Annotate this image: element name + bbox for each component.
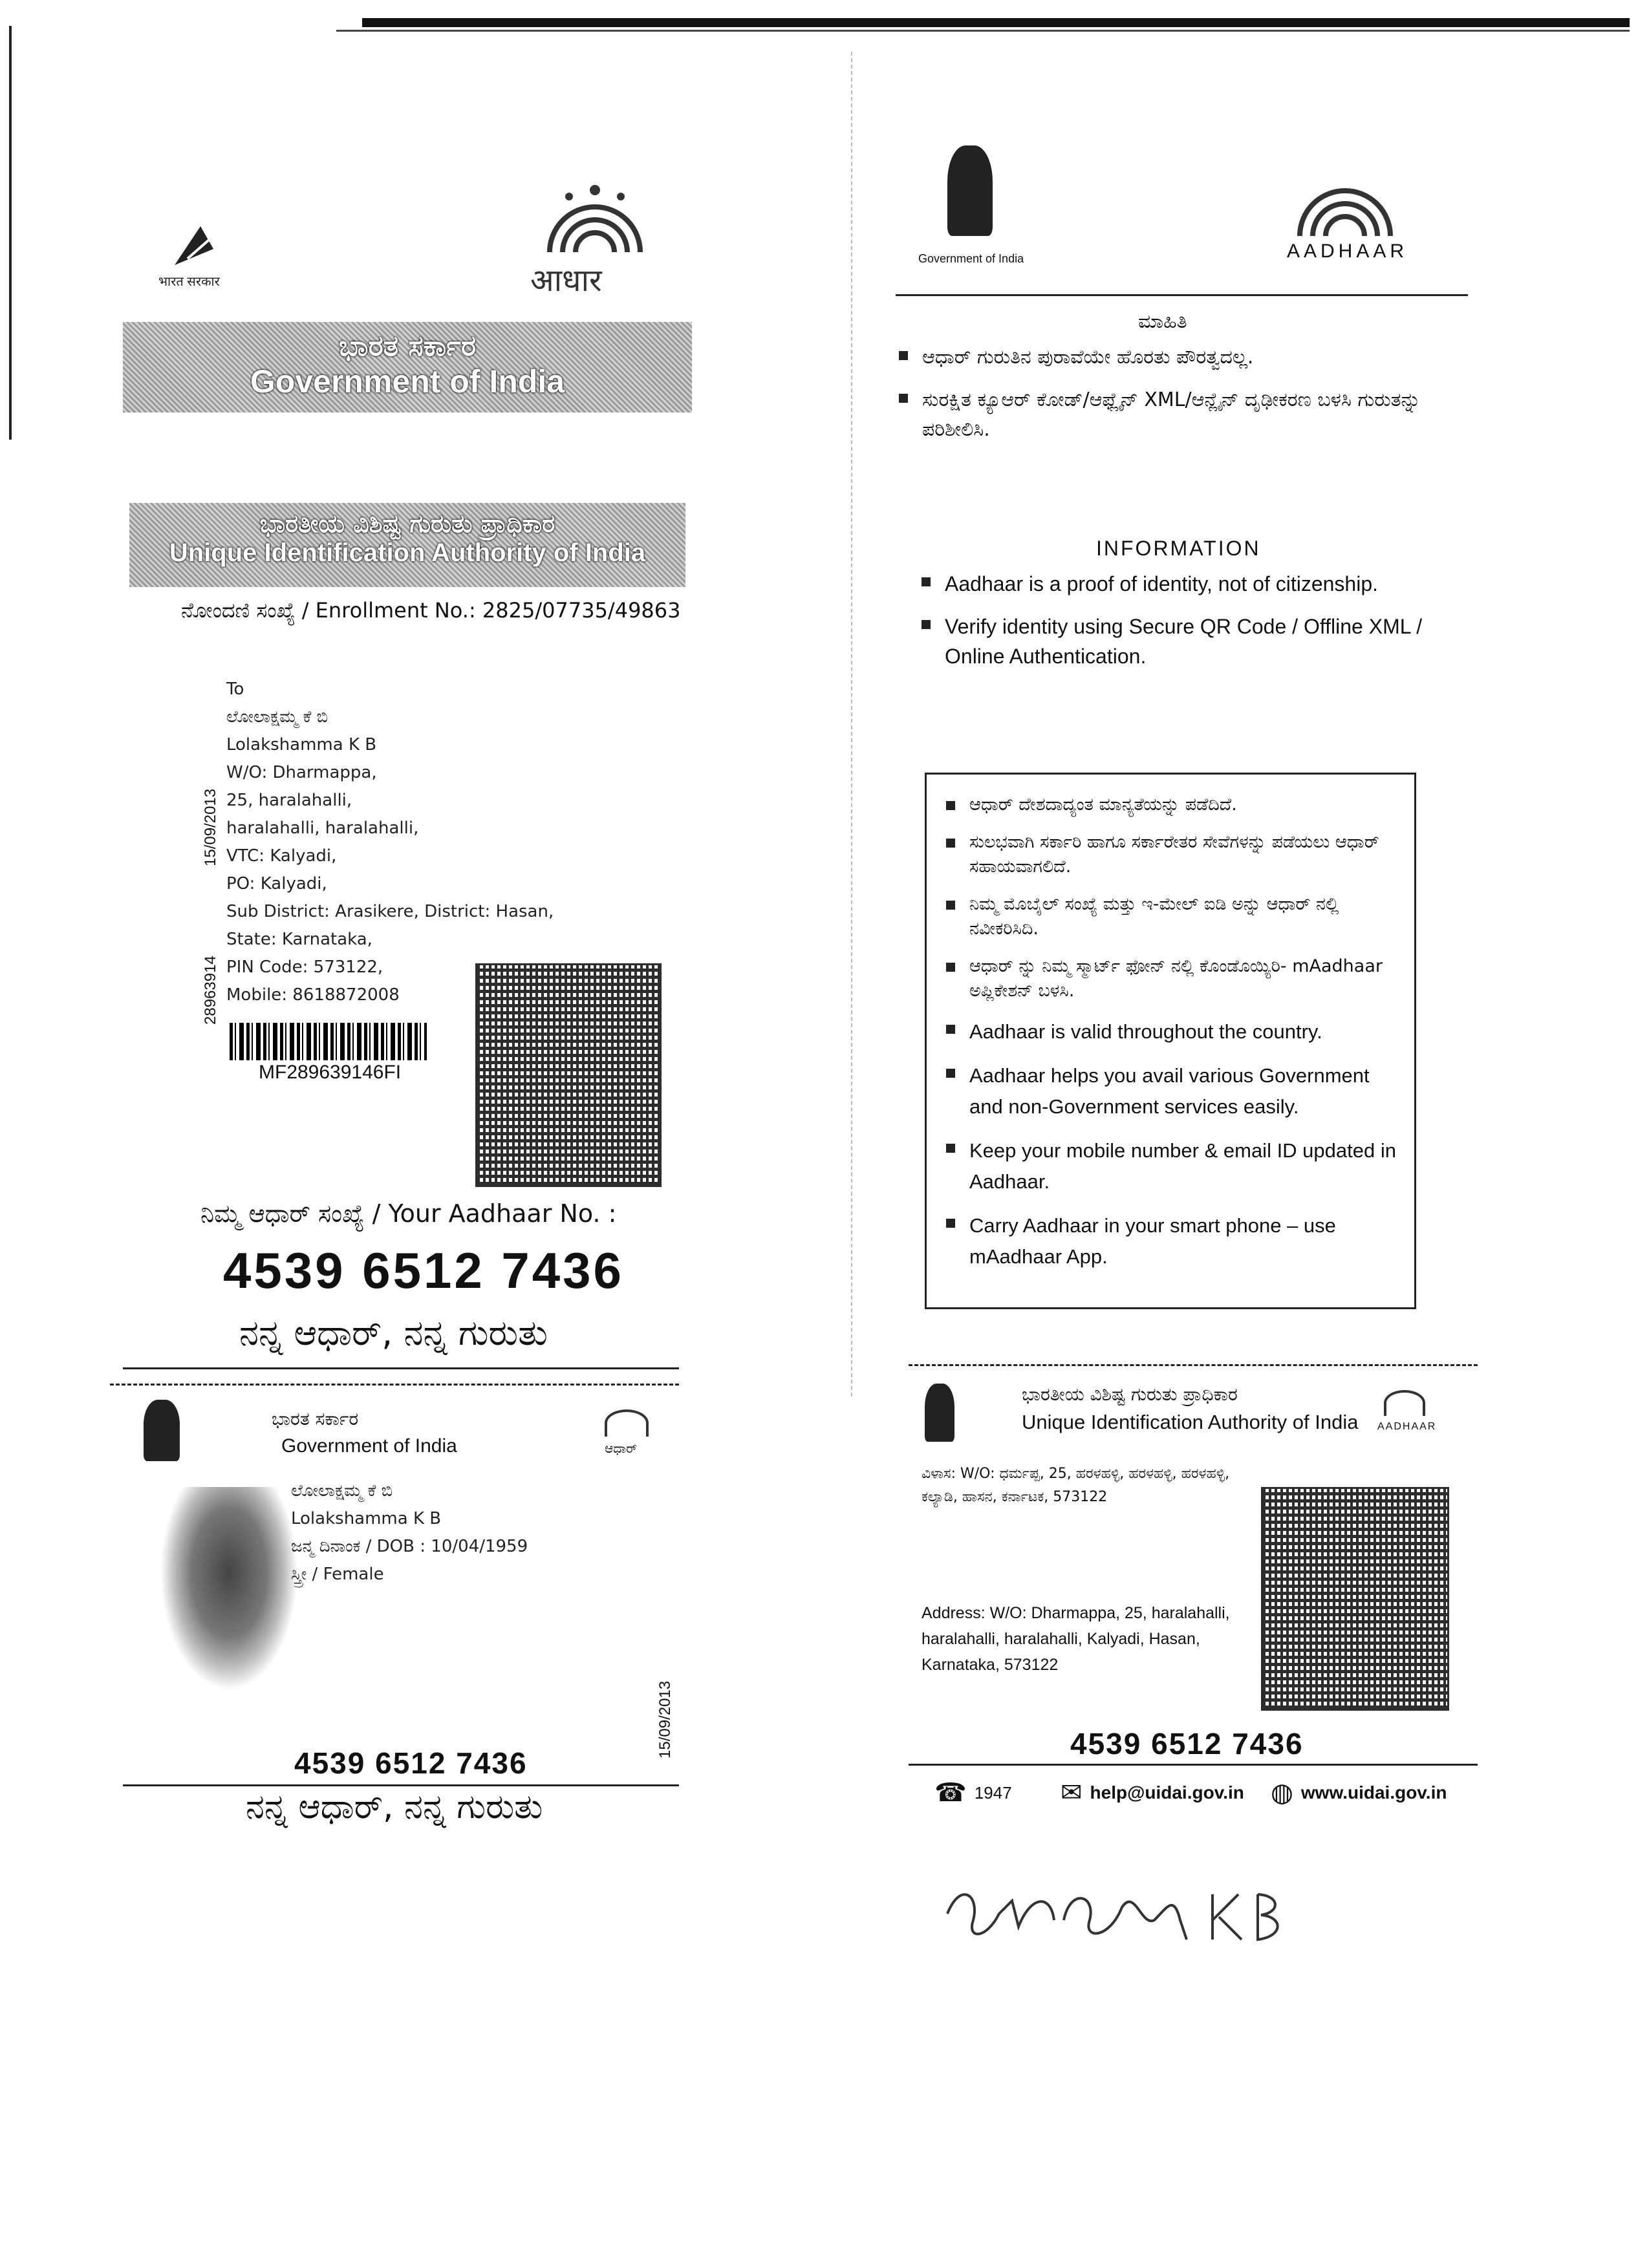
address-line: To xyxy=(226,679,244,699)
card-side-date: 15/09/2013 xyxy=(656,1680,674,1759)
box-item: Carry Aadhaar in your smart phone – use mAadhaar App. xyxy=(946,1210,1401,1272)
box-item: Keep your mobile number & email ID updated in Aadhaar. xyxy=(946,1135,1401,1197)
aadhaar-thumb-logo-icon xyxy=(1287,165,1403,242)
info-kn-item: ಸುರಕ್ಷಿತ ಕ್ಯೂಆರ್ ಕೋಡ್/ಆಫ್ಲೈನ್ XML/ಆನ್ಲೈನ್ ದೃಢೀಕರಣ ಬಳಸಿ ಗುರುತನ್ನು ಪರಿಶೀಲಿಸಿ. xyxy=(899,385,1468,445)
uidai-kn: ಭಾರತೀಯ ವಿಶಿಷ್ಟ ಗುರುತು ಪ್ರಾಧಿಕಾರ xyxy=(1022,1384,1238,1405)
info-kn-item: ಆಧಾರ್ ಗುರುತಿನ ಪುರಾವೆಯೇ ಹೊರತು ಪೌರತ್ವದಲ್ಲ. xyxy=(899,343,1468,372)
gov-banner-en: Government of India xyxy=(250,363,565,400)
national-emblem-icon xyxy=(947,145,993,236)
bullet-icon xyxy=(899,394,908,403)
bullet-icon xyxy=(899,351,908,360)
cut-line xyxy=(909,1364,1478,1366)
card-gender: ಸ್ತ್ರೀ / Female xyxy=(291,1565,384,1584)
address-line: Sub District: Arasikere, District: Hasan, xyxy=(226,902,554,921)
side-number: 28963914 xyxy=(202,956,219,1025)
address-line: Mobile: 8618872008 xyxy=(226,985,400,1005)
aadhaar-hindi-logo: आधार xyxy=(530,264,602,298)
address-line: State: Karnataka, xyxy=(226,930,372,949)
bullet-icon xyxy=(946,1069,955,1078)
card-aadhaar-number: 4539 6512 7436 xyxy=(294,1746,528,1780)
header-rule xyxy=(896,294,1468,296)
bullet-icon xyxy=(946,1025,955,1034)
govt-logo-text: भारत सरकार xyxy=(158,275,220,289)
info-en-list xyxy=(921,569,1452,684)
card-name-en: Lolakshamma K B xyxy=(291,1509,442,1528)
box-item: ಆಧಾರ್ ನ್ನು ನಿಮ್ಮ ಸ್ಮಾರ್ಟ್ ಫೋನ್ ನಲ್ಲಿ ಕೊಂಡೊಯ್ಯಿರಿ- mAadhaar ಅಪ್ಲಿಕೇಶನ್ ಬಳಸಿ. xyxy=(946,954,1401,1003)
bullet-icon xyxy=(946,901,955,910)
info-en-item: Verify identity using Secure QR Code / Offline XML / Online Authentication. xyxy=(921,612,1452,671)
contact-website: ◍ www.uidai.gov.in xyxy=(1271,1779,1447,1807)
uidai-banner xyxy=(129,503,685,587)
address-line: PO: Kalyadi, xyxy=(226,874,327,893)
gov-banner-kn: ಭಾರತ ಸರ್ಕಾರ xyxy=(338,330,477,363)
gov-banner xyxy=(123,322,692,412)
bullet-icon xyxy=(921,620,931,629)
slogan: ನನ್ನ ಆಧಾರ್, ನನ್ನ ಗುರುತು xyxy=(239,1312,548,1353)
address-line: ಲೋಲಾಕ್ಷಮ್ಮ ಕೆ ಬಿ xyxy=(226,707,329,727)
card-dob: ಜನ್ಮ ದಿನಾಂಕ / DOB : 10/04/1959 xyxy=(291,1537,528,1556)
uidai-en: Unique Identification Authority of India xyxy=(1022,1411,1359,1433)
bullet-icon xyxy=(946,1144,955,1153)
info-kn-title: ಮಾಹಿತಿ xyxy=(1138,310,1187,333)
card-gov-en: Government of India xyxy=(281,1435,457,1457)
uidai-banner-kn: ಭಾರತೀಯ ವಿಶಿಷ್ಟ ಗುರುತು ಪ್ರಾಧಿಕಾರ xyxy=(259,509,555,538)
box-item: ಸುಲಭವಾಗಿ ಸರ್ಕಾರಿ ಹಾಗೂ ಸರ್ಕಾರೇತರ ಸೇವೆಗಳನ್ನು ಪಡೆಯಲು ಆಧಾರ್ ಸಹಾಯವಾಗಲಿದೆ. xyxy=(946,830,1401,879)
handwritten-signature xyxy=(941,1868,1303,1952)
card-name-kn: ಲೋಲಾಕ್ಷಮ್ಮ ಕೆ ಬಿ xyxy=(291,1481,393,1501)
mail-icon: ✉ xyxy=(1061,1779,1083,1807)
address-line: PIN Code: 573122, xyxy=(226,957,383,977)
your-aadhaar-label: ನಿಮ್ಮ ಆಧಾರ್ ಸಂಖ್ಯೆ / Your Aadhaar No. : xyxy=(200,1199,617,1228)
card-divider xyxy=(123,1784,679,1786)
card-slogan: ನನ್ನ ಆಧಾರ್, ನನ್ನ ಗುರುತು xyxy=(246,1788,543,1826)
card-divider xyxy=(909,1764,1478,1766)
gov-caption: Government of India xyxy=(918,252,1024,265)
globe-icon: ◍ xyxy=(1271,1779,1293,1807)
card-details xyxy=(291,1477,528,1589)
address-line: W/O: Dharmappa, xyxy=(226,763,377,782)
qr-code-right xyxy=(1261,1487,1449,1711)
card-gov-kn: ಭಾರತ ಸರ್ಕಾರ xyxy=(272,1408,359,1429)
phone-icon: ☎ xyxy=(934,1779,967,1807)
bullet-icon xyxy=(946,839,955,848)
address-line: VTC: Kalyadi, xyxy=(226,846,337,866)
info-en-title: INFORMATION xyxy=(1096,537,1261,560)
bullet-icon xyxy=(946,963,955,972)
address-en: Address: W/O: Dharmappa, 25, haralahalli, haralahalli, haralahalli, Kalyadi, Hasan, Karnataka, 573122 xyxy=(921,1604,1230,1674)
qr-code-left xyxy=(475,963,662,1187)
info-en-item: Aadhaar is a proof of identity, not of citizenship. xyxy=(921,569,1452,599)
aadhaar-thumb-logo-icon xyxy=(1384,1390,1425,1416)
barcode xyxy=(230,1023,427,1060)
box-item: ಆಧಾರ್ ದೇಶದಾದ್ಯಂತ ಮಾನ್ಯತೆಯನ್ನು ಪಡೆದಿದೆ. xyxy=(946,793,1401,817)
govt-logo-icon xyxy=(162,223,226,275)
contact-phone: ☎ 1947 xyxy=(934,1779,1012,1807)
box-item: ನಿಮ್ಮ ಮೊಬೈಲ್ ಸಂಖ್ಯೆ ಮತ್ತು ಇ-ಮೇಲ್ ಐಡಿ ಅನ್ನು ಆಧಾರ್ ನಲ್ಲಿ ನವೀಕರಿಸಿದಿ. xyxy=(946,892,1401,941)
aadhaar-logo-text: AADHAAR xyxy=(1287,241,1408,262)
enrollment-number: ನೋಂದಣಿ ಸಂಖ್ಯೆ / Enrollment No.: 2825/07735/49863 xyxy=(181,598,681,623)
bullet-icon xyxy=(946,801,955,810)
contact-email: ✉ help@uidai.gov.in xyxy=(1061,1779,1244,1807)
address-line: 25, haralahalli, xyxy=(226,791,352,810)
scan-top-bar xyxy=(362,18,1630,27)
bullet-icon xyxy=(921,577,931,586)
divider xyxy=(123,1367,679,1369)
address-block xyxy=(226,676,627,1009)
uidai-banner-en: Unique Identification Authority of India xyxy=(169,539,646,567)
national-emblem-icon xyxy=(925,1384,954,1442)
card-logo-text: ಆಧಾರ್ xyxy=(605,1440,638,1456)
holder-photo xyxy=(146,1487,297,1700)
aadhaar-number-large: 4539 6512 7436 xyxy=(223,1242,624,1299)
card-aadhaar-number: 4539 6512 7436 xyxy=(1070,1727,1304,1760)
scan-left-edge xyxy=(9,26,12,440)
address-line: haralahalli, haralahalli, xyxy=(226,818,419,838)
info-kn-list xyxy=(899,343,1468,458)
side-date: 15/09/2013 xyxy=(202,788,219,866)
info-box xyxy=(925,773,1416,1309)
box-item: Aadhaar helps you avail various Government and non-Government services easily. xyxy=(946,1060,1401,1122)
barcode-text: MF289639146FI xyxy=(259,1062,402,1083)
aadhaar-thumb-logo-icon xyxy=(530,181,660,265)
scan-top-line xyxy=(336,30,1630,32)
address-kn: ವಿಳಾಸ: W/O: ಧರ್ಮಪ್ಪ, 25, ಹರಳಹಳ್ಳಿ, ಹರಳಹಳ್ಳಿ, ಹರಳಹಳ್ಳಿ, ಕಲ್ಯಾಡಿ, ಹಾಸನ, ಕರ್ನಾಟಕ, 573122 xyxy=(921,1466,1230,1505)
aadhaar-thumb-logo-icon xyxy=(605,1409,649,1437)
cut-line xyxy=(110,1384,679,1385)
bullet-icon xyxy=(946,1219,955,1228)
address-line: Lolakshamma K B xyxy=(226,735,377,754)
box-item: Aadhaar is valid throughout the country. xyxy=(946,1016,1401,1047)
center-fold-line xyxy=(851,52,852,1396)
card-aadhaar-logo-text: AADHAAR xyxy=(1377,1421,1437,1432)
national-emblem-icon xyxy=(144,1400,180,1461)
